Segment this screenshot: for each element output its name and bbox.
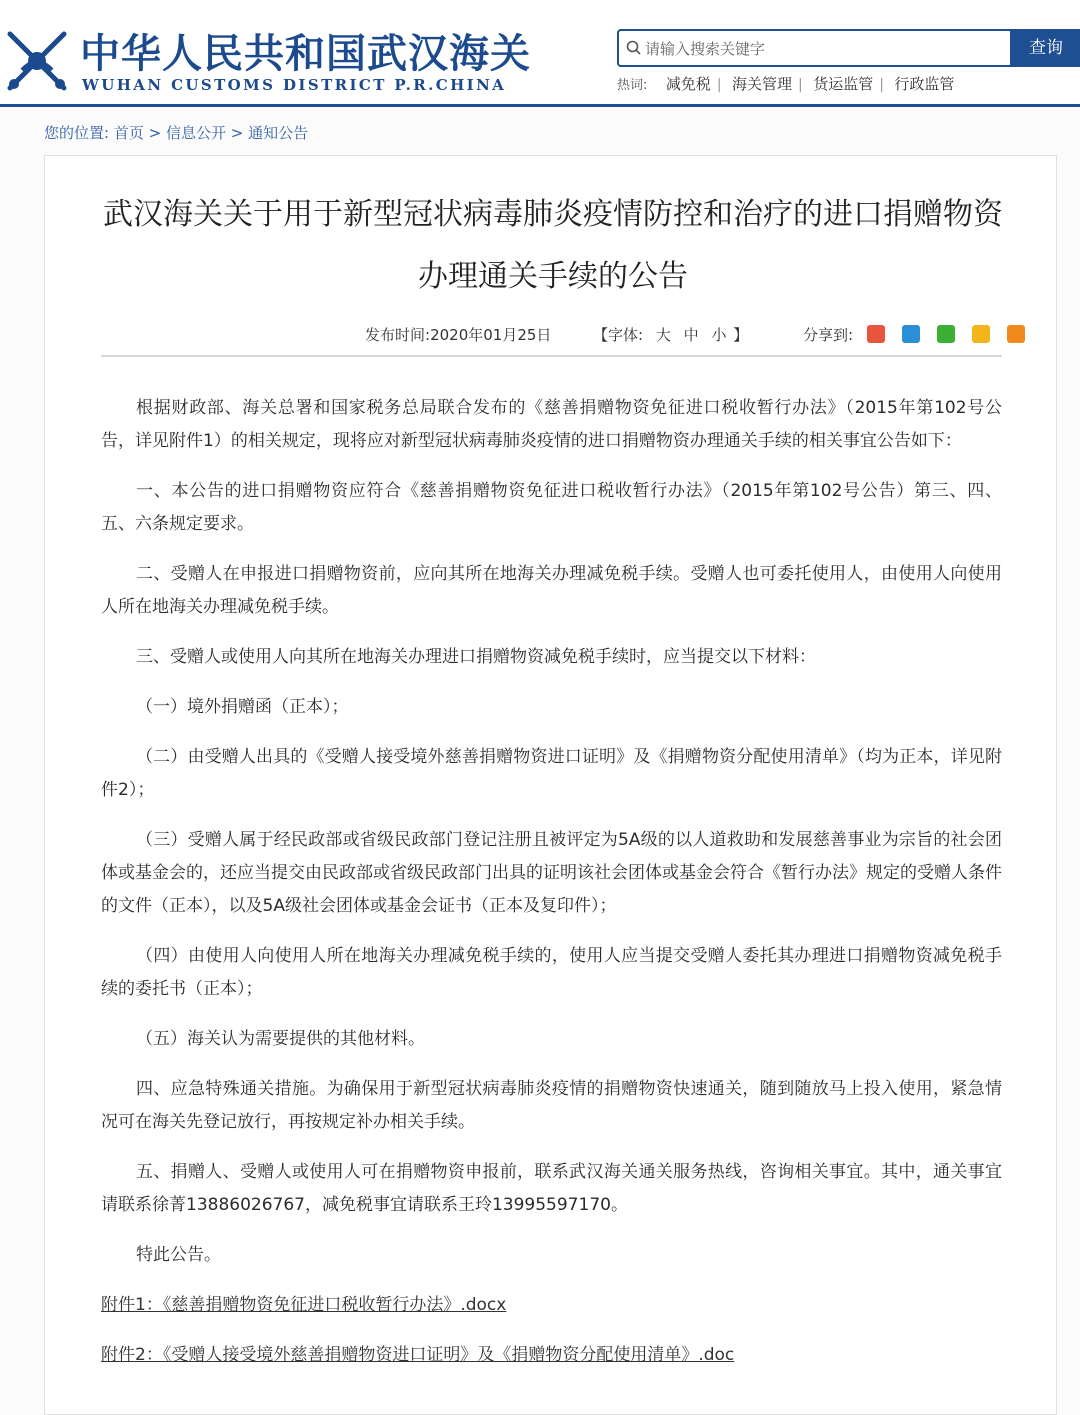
- breadcrumb-info[interactable]: 信息公开: [166, 124, 227, 142]
- hot-words: [617, 73, 954, 94]
- hot-word-link[interactable]: 行政监管: [894, 75, 955, 93]
- breadcrumb-notices[interactable]: 通知公告: [248, 124, 309, 142]
- attachment-link[interactable]: 附件2：《受赠人接受境外慈善捐赠物资进口证明》及《捐赠物资分配使用清单》.doc: [101, 1345, 735, 1365]
- paragraph: （五）海关认为需要提供的其他材料。: [136, 1029, 425, 1049]
- search-box: [617, 29, 1012, 67]
- publish-label: 发布时间:: [365, 326, 431, 344]
- paragraph: 四、应急特殊通关措施。为确保用于新型冠状病毒肺炎疫情的捐赠物资快速通关，随到随放马上投入使用，紧急情况可在海关先登记放行，再按规定补办相关手续。: [101, 1079, 1002, 1132]
- paragraph: （四）由使用人向使用人所在地海关办理减免税手续的，使用人应当提交受赠人委托其办理进口捐赠物资减免税手续的委托书（正本）；: [101, 946, 1002, 999]
- article-container: [44, 155, 1057, 1415]
- tencent-icon[interactable]: [902, 325, 920, 343]
- attachment-item: [101, 1289, 1002, 1322]
- breadcrumb: [44, 122, 308, 143]
- paragraph: 特此公告。: [136, 1245, 221, 1265]
- publish-date: 2020年01月25日: [430, 326, 552, 344]
- article-body: [101, 392, 1002, 1389]
- font-size-small[interactable]: 小: [711, 326, 727, 344]
- customs-emblem-icon[interactable]: [2, 26, 72, 96]
- search-button[interactable]: 查询: [1012, 29, 1080, 67]
- hot-word-link[interactable]: 货运监管: [813, 75, 874, 93]
- hot-word-link[interactable]: 减免税: [665, 75, 711, 93]
- breadcrumb-home[interactable]: 首页: [113, 124, 144, 142]
- font-size-medium[interactable]: 中: [683, 326, 699, 344]
- site-header: [0, 0, 1080, 107]
- paragraph: 五、捐赠人、受赠人或使用人可在捐赠物资申报前，联系武汉海关通关服务热线，咨询相关事宜。其中，通关事宜请联系徐菁13886026767，减免税事宜请联系王玲13995597170。: [101, 1162, 1002, 1215]
- site-title-cn[interactable]: 中华人民共和国武汉海关: [80, 30, 531, 77]
- breadcrumb-separator: >: [230, 124, 244, 142]
- weibo-icon[interactable]: [867, 325, 885, 343]
- hot-words-label: 热词:: [617, 78, 648, 93]
- breadcrumb-prefix: 您的位置:: [44, 124, 110, 142]
- attachment-link[interactable]: 附件1：《慈善捐赠物资免征进口税收暂行办法》.docx: [101, 1295, 507, 1315]
- share-label: 分享到:: [803, 326, 854, 344]
- breadcrumb-separator: >: [148, 124, 162, 142]
- more-icon[interactable]: [1007, 325, 1025, 343]
- font-size-label: 【字体:: [593, 326, 644, 344]
- paragraph: （二）由受赠人出具的《受赠人接受境外慈善捐赠物资进口证明》及《捐赠物资分配使用清单》（均为正本，详见附件2）；: [101, 747, 1002, 800]
- attachment-item: [101, 1339, 1002, 1372]
- paragraph: （一）境外捐赠函（正本）；: [136, 697, 349, 717]
- paragraph: 二、受赠人在申报进口捐赠物资前，应向其所在地海关办理减免税手续。受赠人也可委托使用人，由使用人向使用人所在地海关办理减免税手续。: [101, 564, 1002, 617]
- paragraph: （三）受赠人属于经民政部或省级民政部门登记注册且被评定为5A级的以人道救助和发展慈善事业为宗旨的社会团体或基金会的，还应当提交由民政部或省级民政部门出具的证明该社会团体或基金会符合《暂行办法》规定的受赠人条件的文件（正本），以及5A级社会团体或基金会证书（正本及复印件）；: [101, 830, 1002, 916]
- article-title: 武汉海关关于用于新型冠状病毒肺炎疫情防控和治疗的进口捐赠物资办理通关手续的公告: [103, 197, 1003, 294]
- font-size-control: [593, 324, 748, 345]
- qzone-icon[interactable]: [972, 325, 990, 343]
- font-size-large[interactable]: 大: [655, 326, 671, 344]
- site-title-en: WUHAN CUSTOMS DISTRICT P.R.CHINA: [82, 76, 507, 94]
- search-input[interactable]: [643, 35, 1007, 63]
- share-icons: [867, 325, 1037, 343]
- publish-info: [365, 324, 551, 345]
- paragraph: 三、受赠人或使用人向其所在地海关办理进口捐赠物资减免税手续时，应当提交以下材料：: [136, 647, 816, 667]
- paragraph: 根据财政部、海关总署和国家税务总局联合发布的《慈善捐赠物资免征进口税收暂行办法》（2015年第102号公告，详见附件1）的相关规定，现将应对新型冠状病毒肺炎疫情的进口捐赠物资办理通关手续的相关事宜公告如下：: [101, 398, 1002, 451]
- divider: [101, 355, 1002, 357]
- hot-word-link[interactable]: 海关管理: [732, 75, 793, 93]
- paragraph: 一、本公告的进口捐赠物资应符合《慈善捐赠物资免征进口税收暂行办法》（2015年第102号公告）第三、四、五、六条规定要求。: [101, 481, 1002, 534]
- search-icon: [625, 39, 643, 57]
- font-size-close: 】: [733, 326, 749, 344]
- divider: |: [798, 77, 803, 93]
- divider: |: [716, 77, 722, 93]
- divider: |: [879, 77, 884, 93]
- wechat-icon[interactable]: [937, 325, 955, 343]
